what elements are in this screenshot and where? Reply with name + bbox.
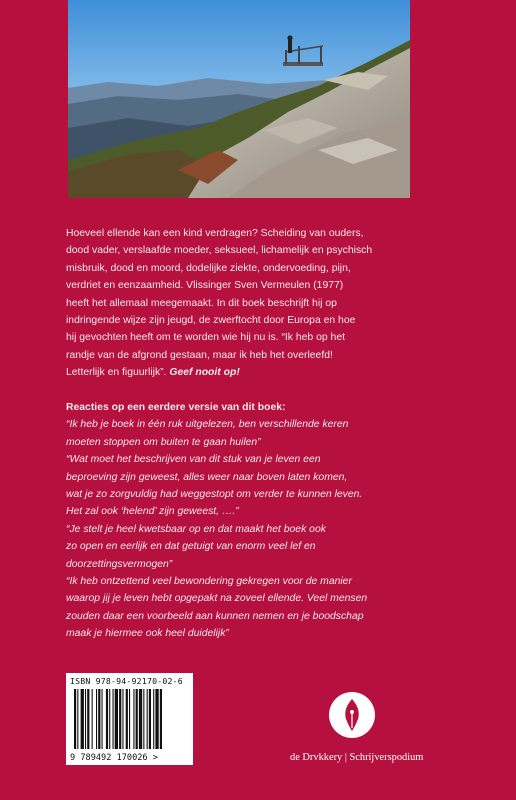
barcode-bar [96,689,97,749]
barcode-digits: 9 789492 170026 > [70,753,158,763]
reaction-line: Het zal ook ‘helend’ zijn geweest, ….” [66,506,239,518]
barcode-bar [119,689,121,749]
blurb-line: randje van de afgrond gestaan, maar ik heb het overleefd! [66,349,333,361]
reaction-line: zouden daar een voorbeeld aan kunnen nemen en je boodschap [66,610,364,622]
blurb-line [66,364,416,381]
reaction-line: maak je hiermee ook heel duidelijk” [66,628,229,640]
barcode-bar [87,689,89,749]
barcode-bar [136,689,138,749]
blurb-line: dood vader, verslaafde moeder, seksueel, lichamelijk en psychisch [66,245,373,257]
barcode-bars [66,687,193,753]
reaction-line: doorzettingsvermogen” [66,558,173,570]
barcode-bar [153,689,154,749]
barcode-bar [129,689,130,749]
barcode-bar [149,689,151,749]
barcode-bar [160,689,162,749]
reaction-line: “Ik heb ontzettend veel bewondering gekregen voor de manier [66,576,352,588]
publisher-label: de Drvkkery | Schrijverspodium [290,752,424,763]
reaction-line: “Ik heb je boek in één ruk uitgelezen, ben verschillende keren [66,419,349,431]
blurb-line: verdriet en eenzaamheid. Vlissinger Sven Vermeulen (1977) [66,280,344,292]
barcode-bar [155,689,158,749]
reaction-line: “Wat moet het beschrijven van dit stuk van je leven een [66,454,321,466]
barcode-bar [85,689,86,749]
reactions [66,399,416,643]
barcode-bar [113,689,114,749]
barcode-bar [74,689,76,749]
blurb-line: Hoeveel ellende kan een kind verdragen? Scheiding van ouders, [66,228,364,239]
reaction-line: zo open en eerlijk en dat getuigt van enorm veel lef en [66,541,316,553]
barcode-bar [122,689,123,749]
barcode-bar [98,689,100,749]
barcode-bar [77,689,78,749]
reaction-line: “Je stelt je heel kwetsbaar op en dat maakt het boek ook [66,523,326,535]
barcode-bar [106,689,108,749]
blurb-last-line: Letterlijk en figuurlijk”. [66,367,167,379]
blurb-line: indringende wijze zijn jeugd, de zwerftocht door Europa en hoe [66,315,356,327]
isbn-barcode [66,673,193,765]
barcode-bar [102,689,103,749]
barcode-bar [133,689,134,749]
reactions-heading: Reacties op een eerdere versie van dit boek: [66,402,286,413]
barcode-bar [92,689,93,749]
blurb-line: hij gevochten heeft om te worden wie hij nu is. “Ik heb op het [66,332,345,344]
barcode-bar [143,689,144,749]
barcode-bar [126,689,128,749]
barcode-bar [139,689,142,749]
blurb [66,225,416,382]
isbn-label: ISBN 978-94-92170-02-6 [70,676,183,686]
reaction-line: moeten stoppen om buiten te gaan huilen” [66,436,261,448]
blurb-line: misbruik, dood en moord, dodelijke ziekte, ondervoeding, pijn, [66,262,351,274]
blurb-line: heeft het allemaal meegemaakt. In dit boek beschrijft hij op [66,297,337,309]
reaction-line: waarop jij je leven hebt opgepakt na zoveel ellende. Veel mensen [66,593,368,605]
reaction-line: wat je zo zorgvuldig had weggestopt om verder te kunnen leven. [66,489,363,501]
barcode-bar [109,689,110,749]
barcode-bar [81,689,84,749]
cover-photo-mountain [68,0,410,198]
barcode-bar [147,689,148,749]
fountain-pen-nib-icon [327,690,377,740]
barcode-bar [115,689,118,749]
blurb-emphasis: Geef nooit op! [169,367,240,379]
reaction-line: beproeving zijn geweest, alles weer naar boven laten komen, [66,471,348,483]
